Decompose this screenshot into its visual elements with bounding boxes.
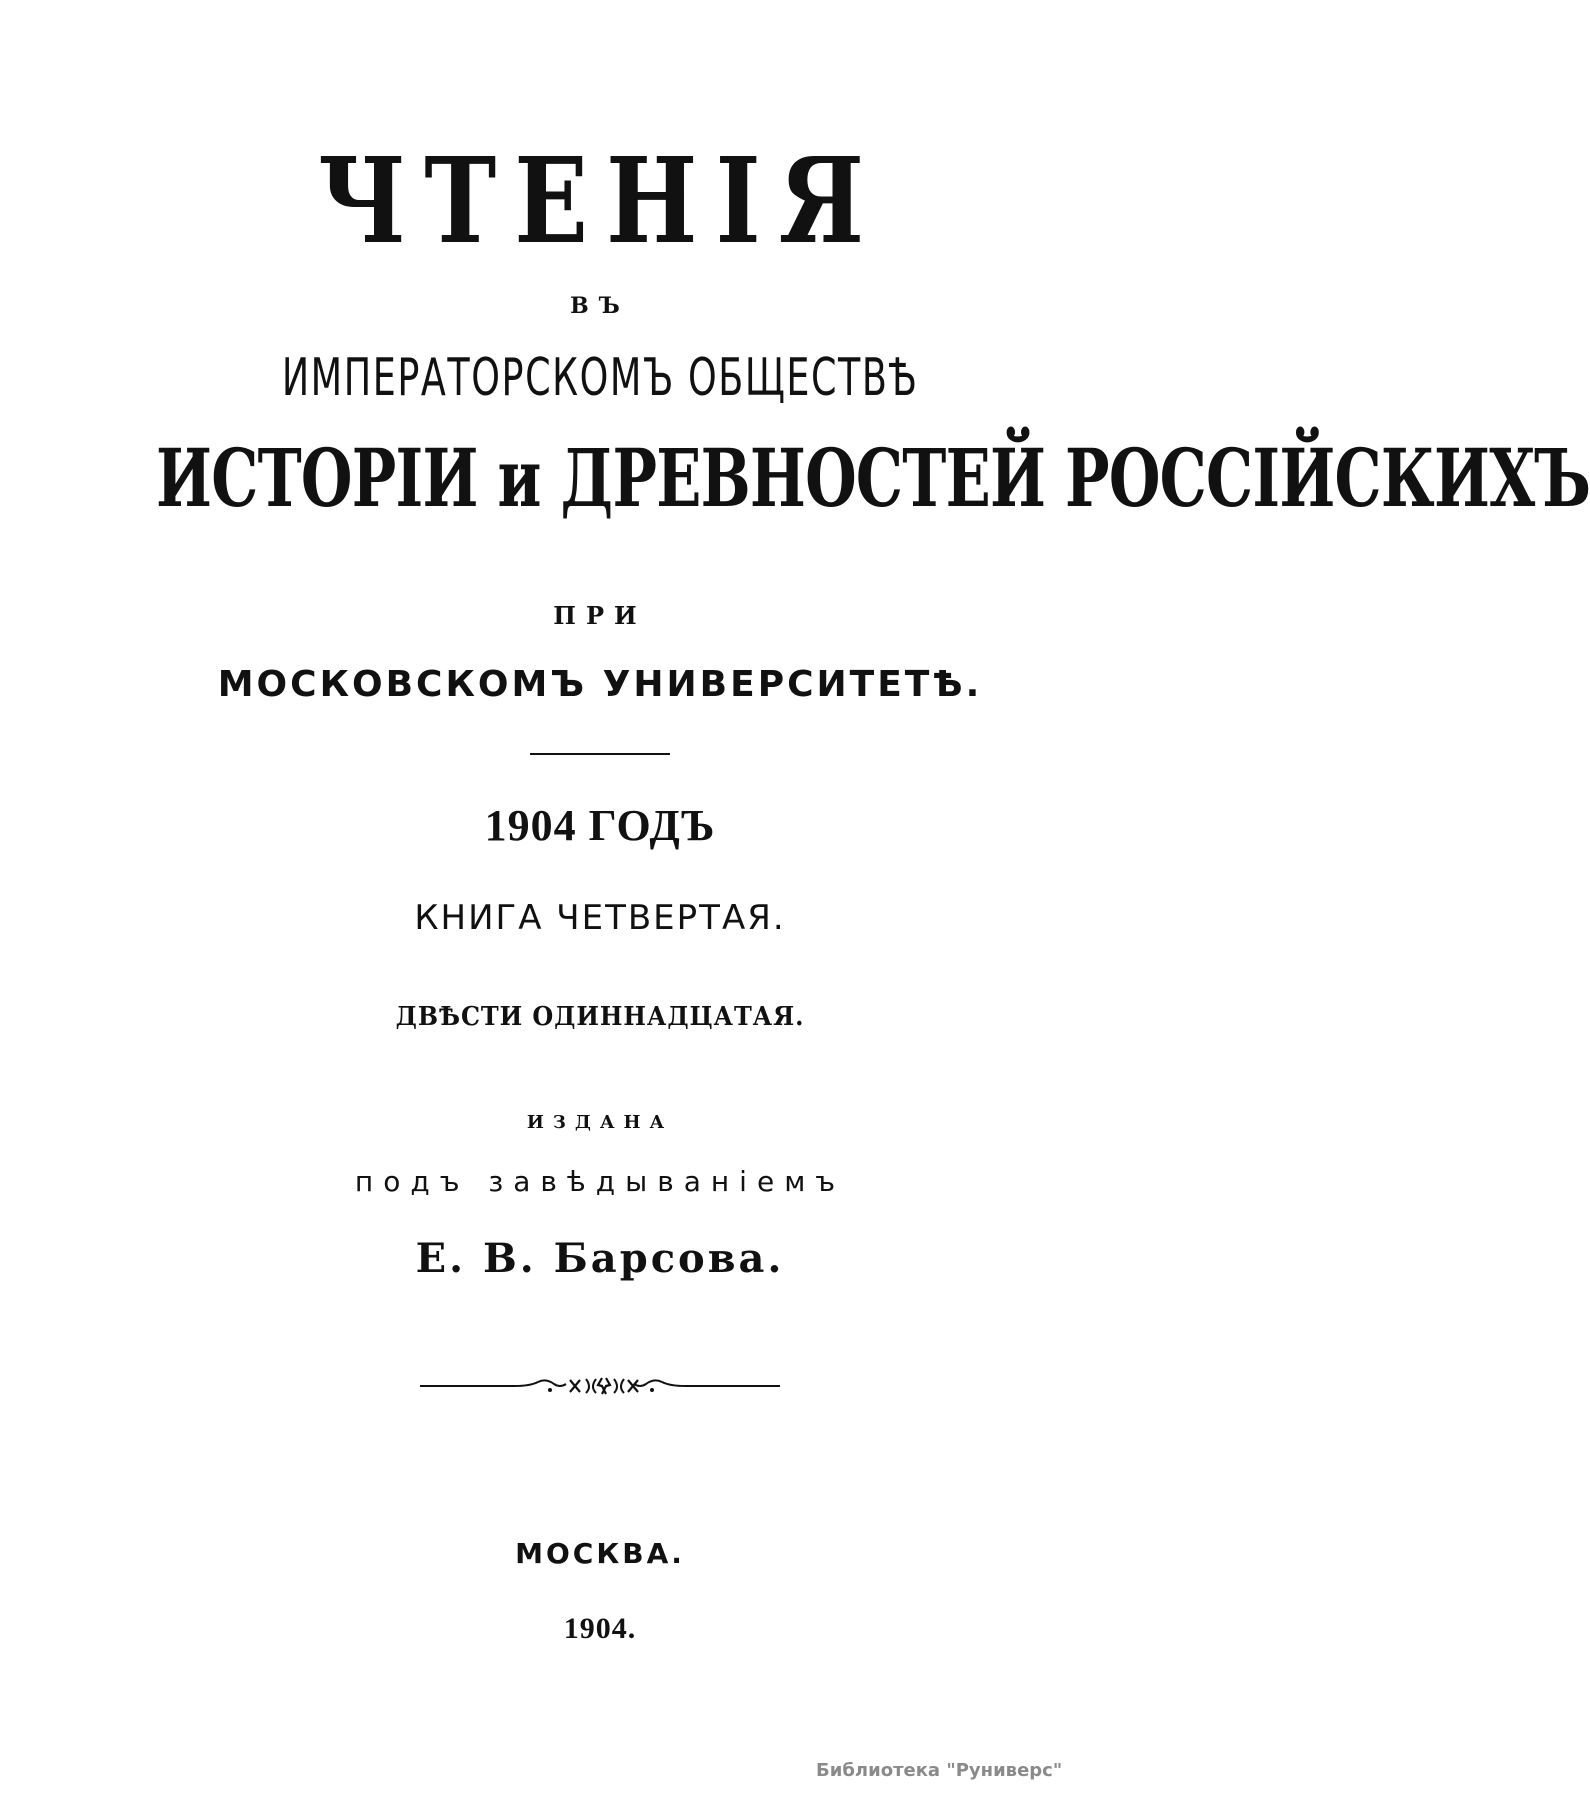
- book-line: КНИГА ЧЕТВЕРТАЯ.: [414, 898, 786, 938]
- preposition-v: ВЪ: [570, 293, 630, 319]
- main-title: ЧТЕНІЯ: [317, 131, 883, 270]
- editor-name: Е. В. Барсова.: [415, 1235, 785, 1282]
- library-watermark: Библиотека "Руниверс": [816, 1760, 1063, 1781]
- preposition-pri: ПРИ: [553, 601, 647, 630]
- published-word: ИЗДАНА: [526, 1112, 674, 1133]
- publication-year: 1904.: [563, 1612, 637, 1645]
- history-line: ИСТОРІИ и ДРЕВНОСТЕЙ РОССІЙСКИХЪ: [156, 431, 1590, 525]
- year-line: 1904 ГОДЪ: [484, 801, 716, 850]
- university-line: МОСКОВСКОМЪ УНИВЕРСИТЕТѢ.: [217, 664, 983, 705]
- supervision-line: подъ завѣдываніемъ: [354, 1165, 846, 1198]
- volume-count-line: ДВѢСТИ ОДИННАДЦАТАЯ.: [395, 1002, 805, 1032]
- society-line: ИМПЕРАТОРСКОМЪ ОБЩЕСТВѢ: [281, 348, 919, 408]
- ornament-divider-icon: [420, 1370, 780, 1400]
- city-line: МОСКВА.: [515, 1537, 685, 1570]
- divider-rule: [530, 753, 670, 755]
